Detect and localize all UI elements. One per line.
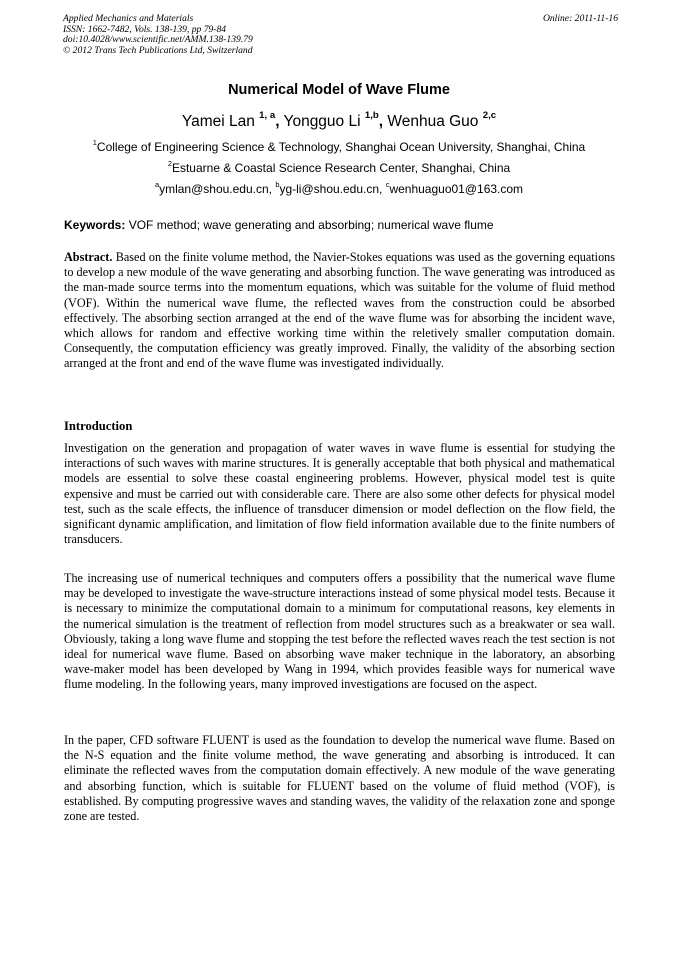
affiliation-2	[0, 158, 678, 175]
author-affiliation-mark: 1,b	[364, 110, 379, 122]
section-heading-introduction: Introduction	[64, 419, 133, 433]
affiliation-text: College of Engineering Science & Technology, Shanghai Ocean University, Shanghai, China	[96, 140, 586, 154]
email-text: yg-li@shou.edu.cn,	[279, 182, 386, 196]
online-date: Online: 2011-11-16	[542, 13, 618, 24]
affiliation-text: Estuarne & Coastal Science Research Center, Shanghai, China	[171, 161, 511, 175]
keywords-label: Keywords:	[64, 218, 126, 232]
abstract-label: Abstract.	[64, 250, 113, 264]
affiliation-mark: 2	[167, 158, 172, 168]
author-name: Yongguo Li	[283, 113, 361, 130]
affiliation-1	[0, 137, 678, 154]
author-affiliation-mark: 1, a	[259, 110, 276, 122]
affiliation-mark: 1	[92, 137, 97, 147]
author-name: Wenhua Guo	[387, 113, 479, 130]
journal-name: Applied Mechanics and Materials	[63, 13, 194, 24]
email-text: ymlan@shou.edu.cn,	[159, 182, 276, 196]
keywords	[64, 218, 624, 232]
abstract	[64, 250, 615, 372]
copyright-line: © 2012 Trans Tech Publications Ltd, Switzerland	[63, 44, 253, 56]
email-text: wenhuaguo01@163.com	[389, 182, 524, 196]
intro-paragraph-3: In the paper, CFD software FLUENT is used as the foundation to develop the numerical wave flume. Based on the N-S equation and the finite volume method, the wave generating and absorbing is introduced. It can eliminate the reflected waves from the computation domain effectively. A new module of the wave generating and absorbing function, which is suitable for FLUENT based on the volume of fluid method (VOF), is established. By computing progressive waves and standing waves, the validity of the relaxation zone and sponge zone are tested.	[64, 733, 615, 824]
issn-line: ISSN: 1662-7482, Vols. 138-139, pp 79-84	[63, 23, 227, 35]
intro-paragraph-2: The increasing use of numerical techniques and computers offers a possibility that the numerical wave flume may be developed to investigate the wave-structure interactions instead of some physical model tests. Because it is necessary to minimize the computational domain to a minimum for computational reasons, key elements in the numerical simulation is the treatment of reflection from model structures such as a breakwater or sea wall. Obviously, taking a long wave flume and stopping the test before the reflected waves reach the test section is not ideal for numerical wave flume. Based on absorbing wave maker technique in the laboratory, an absorbing wave-maker model has been developed by Wang in 1994, which provides feasible ways for numerical wave flume modeling. In the following years, many improved investigations are focused on the aspect.	[64, 571, 615, 692]
journal-header	[63, 14, 618, 56]
author-affiliation-mark: 2,c	[482, 110, 497, 122]
keywords-text: VOF method; wave generating and absorbing; numerical wave flume	[125, 218, 494, 232]
abstract-text: Based on the finite volume method, the Navier-Stokes equations was used as the governing equations to develop a new module of the wave generating and absorbing function. The wave generating was introduced as the man-made source terms into the momentum equations, which was suitable for the volume of fluid method (VOF). Within the numerical wave flume, the reflected waves from the construction could be absorbed effectively. The absorbing section arranged at the end of the wave flume was for absorbing the incident wave, which allows for random and effective working time within the reletively smaller computation domain. Consequently, the computation efficiency was greatly improved. Finally, the validity of the absorbing section arranged at the front and end of the wave flume was investigated individually.	[64, 250, 615, 371]
email-line	[0, 179, 678, 196]
email-mark: b	[275, 179, 280, 189]
doi-line: doi:10.4028/www.scientific.net/AMM.138-139.79	[63, 34, 253, 46]
intro-paragraph-1: Investigation on the generation and propagation of water waves in wave flume is essential for studying the interactions of such waves with marine structures. It is generally acceptable that both physical and mathematical models are essential to solve these coastal engineering problems. However, physical model test is quite expensive and must be carried out with considerable care. There are also some other defects for physical model test, such as the scale effects, the influence of transducer dimension or model deflection on the flow field, the significant dynamic amplification, and limitation of flow field information available due to the finite numbers of transducers.	[64, 441, 615, 547]
email-mark: c	[385, 179, 390, 189]
paper-title: Numerical Model of Wave Flume	[228, 82, 450, 98]
email-mark: a	[154, 179, 160, 189]
author-name: Yamei Lan	[181, 113, 255, 130]
author-line: Yamei Lan $^{1, a}$, Yongguo Li $^{1,b}$, Wenhua Guo $^{2,c}$	[181, 110, 497, 130]
